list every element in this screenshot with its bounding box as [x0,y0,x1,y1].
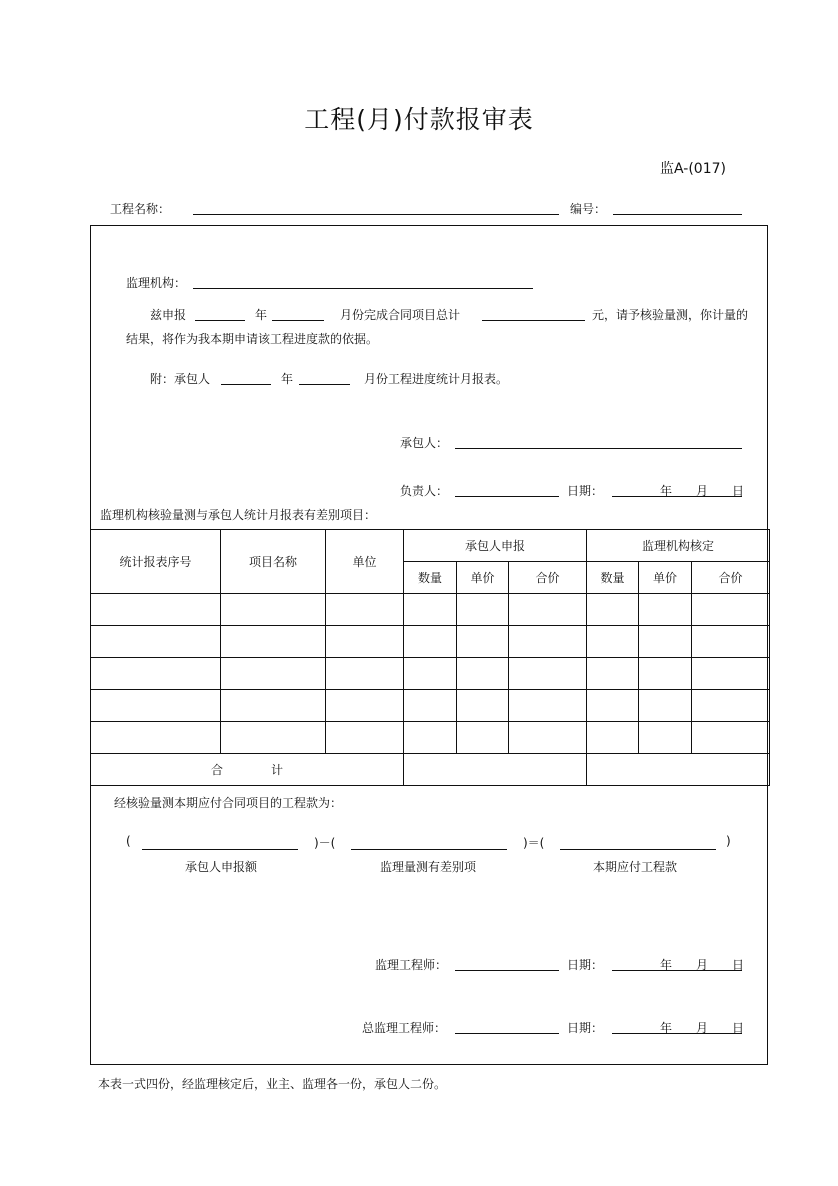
table-cell[interactable] [692,626,770,658]
table-cell[interactable] [91,722,221,754]
header-item: 项目名称 [221,530,326,594]
header-serial: 统计报表序号 [91,530,221,594]
table-cell[interactable] [326,626,404,658]
table-cell[interactable] [457,690,509,722]
table-cell[interactable] [639,626,692,658]
form-code: 监A-(017) [660,161,726,177]
table-cell[interactable] [221,690,326,722]
table-cell[interactable] [509,690,587,722]
total-row [91,754,770,786]
engineer-field[interactable] [455,970,559,971]
table-cell[interactable] [221,626,326,658]
project-name-field[interactable] [193,214,559,215]
table-cell[interactable] [639,690,692,722]
table-row [91,626,770,658]
table-cell[interactable] [587,658,639,690]
table-cell[interactable] [639,722,692,754]
total-label: 合 计 [91,754,404,786]
caption-payable: 本期应付工程款 [593,860,678,874]
attach-text: 附：承包人 [150,372,211,386]
engineer-label: 监理工程师： [375,958,448,972]
attach-month-field[interactable] [299,384,350,385]
project-name-label: 工程名称： [110,202,171,216]
header-contractor-qty: 数量 [404,562,457,594]
table-cell[interactable] [326,594,404,626]
table-cell[interactable] [326,658,404,690]
table-cell[interactable] [457,658,509,690]
table-cell[interactable] [692,594,770,626]
table-cell[interactable] [91,594,221,626]
difference-table [90,529,770,786]
contractor-amount-field[interactable] [142,849,298,850]
difference-amount-field[interactable] [351,849,507,850]
table-cell[interactable] [692,722,770,754]
contractor-label: 承包人： [400,436,449,450]
footer-note: 本表一式四份，经监理核定后，业主、监理各一份，承包人二份。 [98,1077,447,1091]
table-cell[interactable] [639,658,692,690]
table-cell[interactable] [404,658,457,690]
table-row [91,690,770,722]
table-cell[interactable] [404,594,457,626]
number-field[interactable] [613,214,742,215]
declare-amount-text: 元，请予核验量测，你计量的 [592,308,749,322]
table-cell[interactable] [587,626,639,658]
table-row [91,722,770,754]
header-supervisor-qty: 数量 [587,562,639,594]
declare-month-text: 月份完成合同项目总计 [340,308,461,322]
contractor-field[interactable] [455,448,742,449]
supervisor-org-field[interactable] [193,288,533,289]
header-contractor-group: 承包人申报 [404,530,587,562]
table-cell[interactable] [91,626,221,658]
attach-year-label: 年 [281,372,294,386]
table-cell[interactable] [509,722,587,754]
table-cell[interactable] [587,594,639,626]
page-title: 工程(月)付款报审表 [304,105,534,134]
declare-text: 兹申报 [150,308,187,322]
table-cell[interactable] [326,690,404,722]
total-supervisor-cell[interactable] [587,754,770,786]
table-cell[interactable] [221,594,326,626]
declare-amount-field[interactable] [482,320,585,321]
table-cell[interactable] [404,690,457,722]
table-cell[interactable] [692,658,770,690]
declare-month-field[interactable] [272,320,324,321]
table-cell[interactable] [509,626,587,658]
table-cell[interactable] [404,626,457,658]
header-unit: 单位 [326,530,404,594]
minus-sign: )－( [314,836,336,850]
table-cell[interactable] [457,626,509,658]
chief-engineer-label: 总监理工程师： [362,1021,447,1035]
number-label: 编号： [570,202,607,216]
header-contractor-total: 合价 [509,562,587,594]
caption-contractor-amount: 承包人申报额 [185,860,258,874]
declare-year-field[interactable] [195,320,245,321]
paren-open: ( [126,834,131,848]
table-cell[interactable] [509,594,587,626]
header-contractor-price: 单价 [457,562,509,594]
chief-date-ymd: 年 月 日 [660,1021,745,1035]
table-row [91,658,770,690]
chief-date-label: 日期： [567,1021,604,1035]
table-cell[interactable] [91,658,221,690]
table-cell[interactable] [692,690,770,722]
caption-difference: 监理量测有差别项 [380,860,477,874]
total-contractor-cell[interactable] [404,754,587,786]
payable-amount-field[interactable] [560,849,716,850]
table-cell[interactable] [457,594,509,626]
supervisor-org-label: 监理机构： [126,276,187,290]
responsible-field[interactable] [455,496,559,497]
date-label: 日期： [567,484,604,498]
table-cell[interactable] [639,594,692,626]
engineer-date-ymd: 年 月 日 [660,958,745,972]
paren-close: ) [726,834,731,848]
declare-year-label: 年 [255,308,268,322]
declare-text-line2: 结果，将作为我本期申请该工程进度款的依据。 [126,332,379,346]
engineer-date-label: 日期： [567,958,604,972]
attach-year-field[interactable] [221,384,271,385]
table-cell[interactable] [404,722,457,754]
table-cell[interactable] [587,690,639,722]
attach-month-text: 月份工程进度统计月报表。 [364,372,509,386]
table-cell[interactable] [587,722,639,754]
table-cell[interactable] [91,690,221,722]
responsible-label: 负责人： [400,484,449,498]
chief-engineer-field[interactable] [455,1033,559,1034]
table-cell[interactable] [221,722,326,754]
equals-sign: )＝( [523,836,545,850]
table-cell[interactable] [221,658,326,690]
table-cell[interactable] [457,722,509,754]
table-cell[interactable] [509,658,587,690]
payment-heading: 经核验量测本期应付合同项目的工程款为： [114,796,343,810]
header-supervisor-total: 合价 [692,562,770,594]
table-row [91,594,770,626]
diff-caption: 监理机构核验量测与承包人统计月报表有差别项目： [100,508,377,522]
date-ymd: 年 月 日 [660,484,745,498]
table-cell[interactable] [326,722,404,754]
header-supervisor-price: 单价 [639,562,692,594]
header-supervisor-group: 监理机构核定 [587,530,770,562]
